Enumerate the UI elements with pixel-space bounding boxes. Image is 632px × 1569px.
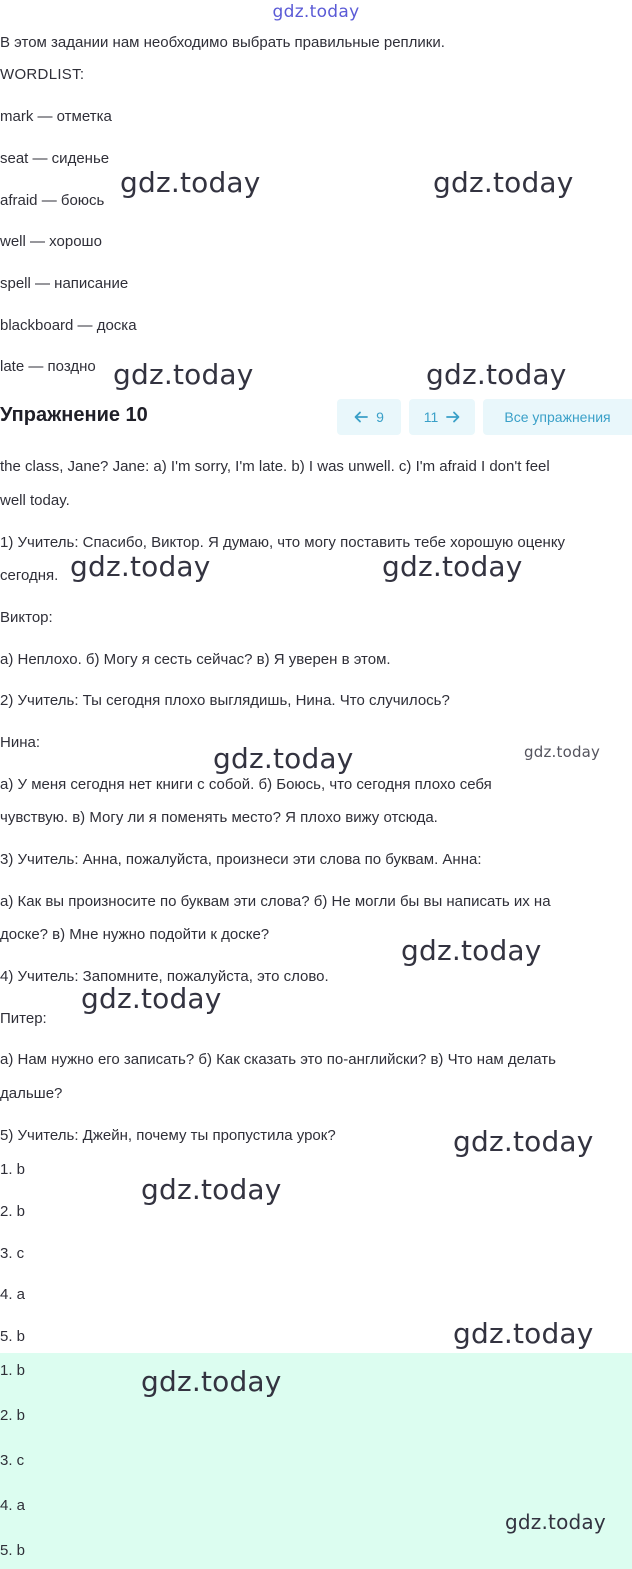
body-line: сегодня.	[0, 567, 59, 584]
highlight-answer-item: 2. b	[0, 1407, 26, 1424]
prev-exercise-label: 9	[376, 409, 384, 425]
answer-item: 2. b	[0, 1203, 26, 1220]
watermark: gdz.today	[120, 166, 261, 199]
body-line: 5) Учитель: Джейн, почему ты пропустила урок?	[0, 1127, 336, 1144]
body-line: 1) Учитель: Спасибо, Виктор. Я думаю, что могу поставить тебе хорошую оценку	[0, 534, 566, 551]
all-exercises-label: Все упражнения	[504, 409, 611, 425]
highlight-answer-item: 3. c	[0, 1452, 25, 1469]
wordlist-item: seat — сиденье	[0, 150, 110, 167]
wordlist-item: afraid — боюсь	[0, 192, 105, 209]
prev-exercise-button[interactable]	[337, 399, 401, 435]
watermark: gdz.today	[382, 550, 523, 583]
wordlist-item: blackboard — доска	[0, 317, 137, 334]
body-line: а) Нам нужно его записать? б) Как сказать это по-английски? в) Что нам делать	[0, 1051, 556, 1068]
all-exercises-button[interactable]	[483, 399, 632, 435]
watermark: gdz.today	[401, 934, 542, 967]
exercise-title: Упражнение 10	[0, 404, 148, 426]
wordlist-item: mark — отметка	[0, 108, 112, 125]
watermark: gdz.today	[505, 1510, 606, 1534]
body-line: доске? в) Мне нужно подойти к доске?	[0, 926, 270, 943]
body-line: Нина:	[0, 734, 41, 751]
watermark: gdz.today	[453, 1125, 594, 1158]
watermark: gdz.today	[70, 550, 211, 583]
watermark: gdz.today	[524, 743, 601, 761]
highlight-answer-item: 4. a	[0, 1497, 26, 1514]
body-line: а) Как вы произносите по буквам эти слова? б) Не могли бы вы написать их на	[0, 893, 551, 910]
watermark: gdz.today	[213, 742, 354, 775]
body-line: а) Неплохо. б) Могу я сесть сейчас? в) Я уверен в этом.	[0, 651, 391, 668]
body-line: the class, Jane? Jane: a) I'm sorry, I'm late. b) I was unwell. c) I'm afraid I don't feel	[0, 458, 550, 475]
arrow-right-icon	[446, 411, 460, 423]
answer-item: 4. a	[0, 1286, 26, 1303]
body-line: дальше?	[0, 1085, 63, 1102]
body-line: 4) Учитель: Запомните, пожалуйста, это слово.	[0, 968, 329, 985]
body-line: 3) Учитель: Анна, пожалуйста, произнеси эти слова по буквам. Анна:	[0, 851, 482, 868]
body-line: Питер:	[0, 1010, 47, 1027]
wordlist-item: well — хорошо	[0, 233, 102, 250]
intro-text: В этом задании нам необходимо выбрать правильные реплики.	[0, 34, 445, 51]
highlight-answer-item: 5. b	[0, 1542, 26, 1559]
next-exercise-button[interactable]	[409, 399, 475, 435]
watermark: gdz.today	[453, 1317, 594, 1350]
watermark: gdz.today	[426, 358, 567, 391]
highlight-answer-item: 1. b	[0, 1362, 26, 1379]
wordlist-item: late — поздно	[0, 358, 96, 375]
next-exercise-label: 11	[423, 409, 439, 425]
answers-highlight-box	[0, 1353, 632, 1569]
site-logo[interactable]: gdz.today	[272, 2, 360, 22]
watermark: gdz.today	[81, 982, 222, 1015]
arrow-left-icon	[354, 411, 368, 423]
watermark: gdz.today	[141, 1365, 282, 1398]
watermark: gdz.today	[141, 1173, 282, 1206]
watermark: gdz.today	[113, 358, 254, 391]
body-line: 2) Учитель: Ты сегодня плохо выглядишь, Нина. Что случилось?	[0, 692, 450, 709]
answer-item: 5. b	[0, 1328, 26, 1345]
wordlist-item: spell — написание	[0, 275, 129, 292]
body-line: Виктор:	[0, 609, 53, 626]
watermark: gdz.today	[433, 166, 574, 199]
body-line: well today.	[0, 492, 70, 509]
answer-item: 1. b	[0, 1161, 26, 1178]
body-line: чувствую. в) Могу ли я поменять место? Я плохо вижу отсюда.	[0, 809, 438, 826]
wordlist-heading: WORDLIST:	[0, 66, 85, 83]
answer-item: 3. c	[0, 1245, 25, 1262]
body-line: а) У меня сегодня нет книги с собой. б) Боюсь, что сегодня плохо себя	[0, 776, 492, 793]
